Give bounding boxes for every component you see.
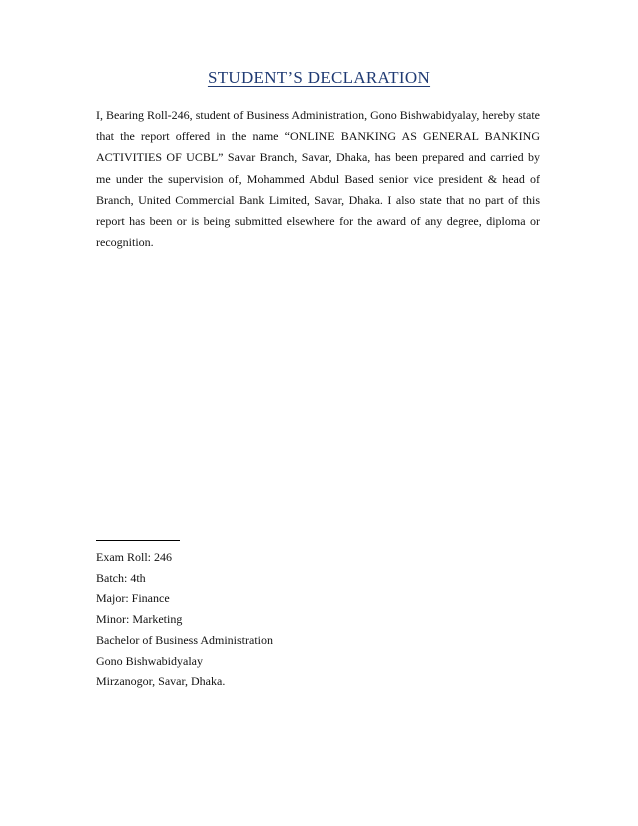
university: Gono Bishwabidyalay xyxy=(96,653,203,668)
address: Mirzanogor, Savar, Dhaka. xyxy=(96,674,226,689)
declaration-paragraph: I, Bearing Roll-246, student of Business Administration, Gono Bishwabidyalay, hereby state that the report offered in the name “ONLINE BANKING AS GENERAL BANKING ACTIVITIES OF UCBL” Savar Branch, Savar, Dhaka, has been prepared and carried by me under the supervision of, Mohammed Abdul Based senior vice president & head of Branch, United Commercial Bank Limited, Savar, Dhaka. I also state that no part of this report has been or is being submitted elsewhere for the award of any degree, diploma or recognition. xyxy=(96,108,540,250)
major: Major: Finance xyxy=(96,591,170,606)
minor: Minor: Marketing xyxy=(96,612,183,627)
batch: Batch: 4th xyxy=(96,570,146,585)
signature-line xyxy=(96,540,180,541)
exam-roll: Exam Roll: 246 xyxy=(96,550,172,564)
degree: Bachelor of Business Administration xyxy=(96,632,273,647)
student-details xyxy=(96,547,273,692)
page-title: STUDENT’S DECLARATION xyxy=(207,68,431,87)
